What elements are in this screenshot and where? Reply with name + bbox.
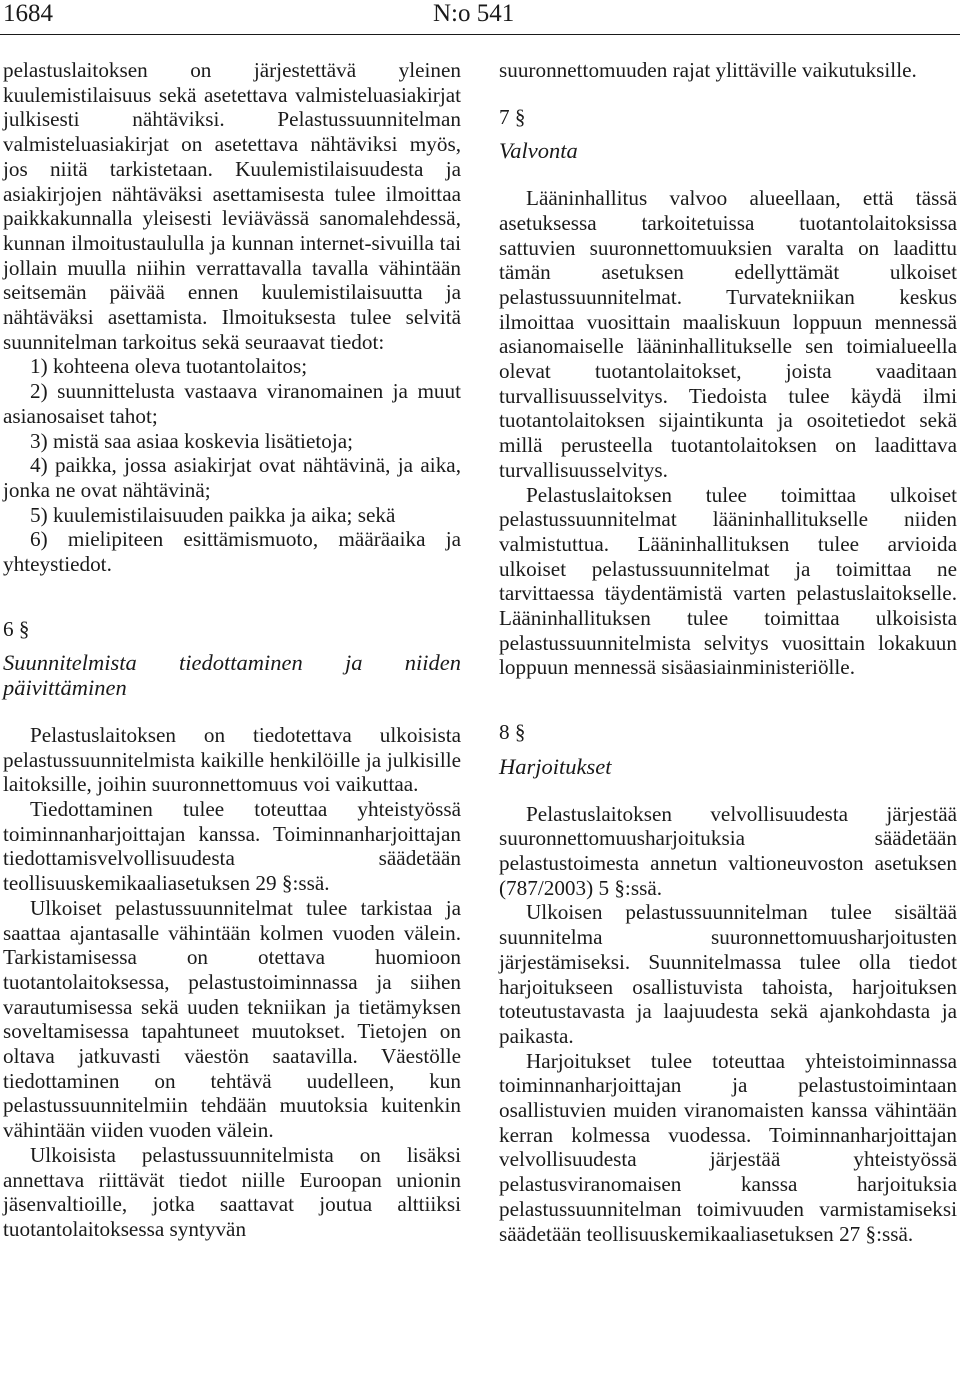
- section-8-number: 8 §: [499, 720, 526, 745]
- right-column: [499, 58, 957, 1246]
- section-8-paragraph-2: Ulkoisen pelastussuunnitelman tulee sisältää suunnitelma suuronnettomuusharjoitusten järjestämiseksi. Suunnitelmassa tulee olla tiedot harjoitukseen osallistuvista tahoista, harjoituksen toteutustavasta ja laajuudesta sekä ajankohdasta ja paikasta.: [499, 900, 957, 1048]
- section-8-paragraph-1: Pelastuslaitoksen velvollisuudesta järjestää suuronnettomuusharjoituksia säädetään pelastustoimesta annetun valtioneuvoston asetuksen (787/2003) 5 §:ssä.: [499, 801, 957, 900]
- section-6-paragraph-4: Ulkoisista pelastussuunnitelmista on lisäksi annettava riittävät tiedot niille Euroopan unionin jäsenvaltioille, jotka saattavat joutua alttiiksi tuotantolaitoksessa syntyvän: [3, 1142, 461, 1241]
- header-rule: [0, 34, 960, 35]
- right-continuation: suuronnettomuuden rajat ylittäville vaikutuksille.: [499, 58, 917, 82]
- section-8-title: Harjoitukset: [499, 753, 612, 779]
- section-6-number: 6 §: [3, 616, 30, 641]
- list-item-5: 5) kuulemistilaisuuden paikka ja aika; sekä: [30, 502, 396, 527]
- list-item-1: 1) kohteena oleva tuotantolaitos;: [30, 354, 308, 379]
- section-6-paragraph-2: Tiedottaminen tulee toteuttaa yhteistyössä toiminnanharjoittajan kanssa. Toiminnanharjoittajan tiedottamisvelvollisuudesta säädetään teollisuuskemikaaliasetuksen 29 §:ssä.: [3, 796, 461, 896]
- section-7-paragraph-2: Pelastuslaitoksen tulee toimittaa ulkoiset pelastussuunnitelmat lääninhallitukselle niiden valmistuttua. Lääninhallituksen tulee arvioida ulkoiset pelastussuunnitelmat ja toimittaa ne tarvittaessa täydentämistä varten pelastuslaitokselle. Lääninhallituksen tulee toimittaa ulkoisista pelastussuunnitelmista selvitys vuosittain lokakuun loppuun mennessä sisäasiainministeriölle.: [499, 482, 957, 680]
- issue-number: N:o 541: [433, 0, 515, 27]
- section-6-title: Suunnitelmista tiedottaminen ja niiden päivittäminen: [3, 650, 461, 701]
- list-item-6: 6) mielipiteen esittämismuoto, määräaika ja yhteystiedot.: [3, 527, 461, 577]
- page-number: 1684: [3, 0, 53, 27]
- section-6-paragraph-1: Pelastuslaitoksen on tiedotettava ulkoisista pelastussuunnitelmista kaikille henkilöille ja julkisille laitoksille, joihin suuronnettomuus voi vaikuttaa.: [3, 722, 461, 797]
- list-item-2: 2) suunnittelusta vastaava viranomainen ja muut asianosaiset tahot;: [3, 379, 461, 428]
- section-8-paragraph-3: Harjoitukset tulee toteuttaa yhteistoiminnassa toiminnanharjoittajan ja pelastustoimintaan osallistuvien muiden viranomaisten kanssa vähintään kerran kolmessa vuodessa. Toiminnanharjoittajan velvollisuudesta järjestää yhteistyössä pelastusviranomaisen kanssa harjoituksia pelastussuunnitelman toimivuuden varmistamiseksi säädetään teollisuuskemikaaliasetuksen 27 §:ssä.: [499, 1048, 957, 1246]
- list-item-3: 3) mistä saa asiaa koskevia lisätietoja;: [30, 428, 354, 453]
- section-7-number: 7 §: [499, 104, 526, 129]
- section-7-title: Valvonta: [499, 138, 578, 164]
- left-paragraph-1: pelastuslaitoksen on järjestettävä yleinen kuulemistilaisuus sekä asetettava valmisteluasiakirjat julkisesti nähtäviksi. Pelastussuunnitelman valmisteluasiakirjat on asetettava nähtäviksi myös, jos niitä tarkistetaan. Kuulemistilaisuudesta ja asiakirjojen nähtäväksi asettamisesta tulee ilmoittaa paikkakunnalla yleisesti leviävässä sanomalehdessä, kunnan ilmoitustaululla ja kunnan internet-sivuilla tai jollain muulla niihin verrattavalla tavalla vähintään seitsemän päivää ennen kuulemistilaisuutta ja nähtäväksi asettamista. Ilmoituksesta tulee selvitä suunnitelman tarkoitus sekä seuraavat tiedot:: [3, 58, 461, 354]
- section-6-paragraph-3: Ulkoiset pelastussuunnitelmat tulee tarkistaa ja saattaa ajantasalle vähintään kolmen vuoden välein. Tarkistamisessa on otettava huomioon tuotantolaitoksessa, pelastustoiminnassa ja siihen varautumisessa sekä uuden tekniikan ja tietämyksen soveltamisessa tapahtuneet muutokset. Tietojen on oltava jatkuvasti väestön saatavilla. Väestölle tiedottaminen on tehtävä uudelleen, kun pelastussuunnitelmiin tehdään muutoksia kuitenkin vähintään viiden vuoden välein.: [3, 895, 461, 1143]
- section-7-paragraph-1: Lääninhallitus valvoo alueellaan, että tässä asetuksessa tarkoitetuissa tuotantolaitoksissa sattuvien suuronnettomuuksien varalta on laadittu tämän asetuksen edellyttämät ulkoiset pelastussuunnitelmat. Turvatekniikan keskus ilmoittaa vuosittain maaliskuun loppuun mennessä asianomaiselle lääninhallitukselle sen toimialueella olevat tuotantolaitokset, joista vaaditaan turvallisuusselvitys. Tiedoista tulee käydä ilmi tuotantolaitoksen sijaintikunta ja osoitetiedot sekä millä perusteella tuotantolaitoksen on laadittava turvallisuusselvitys.: [499, 186, 957, 482]
- list-item-4: 4) paikka, jossa asiakirjat ovat nähtävinä, ja aika, jonka ne ovat nähtävinä;: [3, 453, 461, 502]
- left-column: [3, 58, 461, 1242]
